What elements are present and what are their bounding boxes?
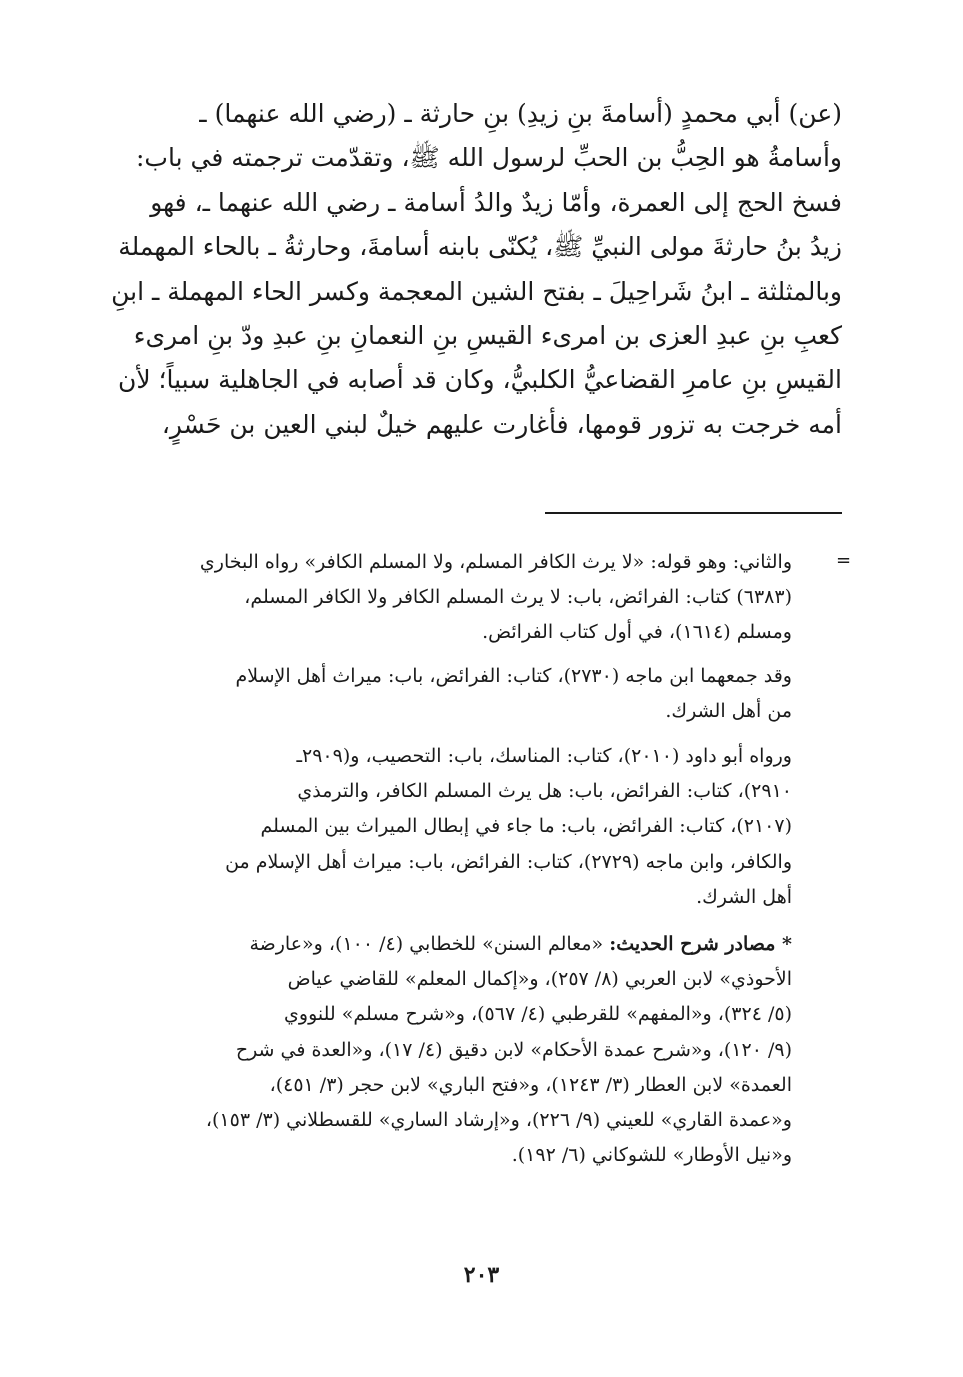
footnote-line: (٩/ ١٢٠)، و«شرح عمدة الأحكام» لابن دقيق (٤/ ١٧)، و«العدة في شرح [235,1038,792,1061]
footnote-line: ومسلم (١٦١٤)، في أول كتاب الفرائض. [482,621,792,644]
footnote-line: ٢٩١٠)، كتاب: الفرائض، باب: هل يرث المسلم الكافر، والترمذي [297,780,792,803]
footnote-line: ورواه أبو داود (٢٠١٠)، كتاب: المناسك، باب: التحصيب، و(٢٩٠٩ـ [296,745,792,768]
footnote-line: والثاني: وهو قوله: «لا يرث الكافر المسلم، ولا المسلم الكافر» رواه البخاري [199,551,792,573]
footnote-line [126,927,792,962]
footnote-line: وقد جمعهما ابن ماجه (٢٧٣٠)، كتاب: الفرائض، باب: ميراث أهل الإسلام [235,664,792,687]
main-line: أمه خرجت به تزور قومها، فأغارت عليهم خيلٌ لبني العين بن حَسْرٍ، [161,409,842,439]
footnote-line: أهل الشرك. [696,885,792,908]
main-line: وأسامةُ هو الحِبُّ بن الحبِّ لرسول الله ﷺ، وتقدّمت ترجمته في باب: [136,143,842,173]
main-line: كعبِ بنِ عبدِ العزى بن امرىء القيسِ بنِ النعمانِ بنِ عبدِ ودّ بنِ امرىء [133,321,842,351]
main-line: (عن) أبي محمدٍ (أسامةَ بنِ زيدِ) بنِ حارثة ـ (رضي الله عنهما) ـ [199,99,842,128]
footnote-line: و«عمدة القاري» للعيني (٩/ ٢٢٦)، و«إرشاد الساري» للقسطلاني (٣/ ١٥٣)، [205,1109,792,1132]
footnote-paragraph [126,545,792,651]
footnote-separator [545,512,842,514]
main-line: زيدُ بنُ حارثةَ مولى النبيِّ ﷺ، يُكنّى بابنه أسامةَ، وحارثةُ ـ بالحاء المهملة [118,232,842,262]
main-body-text [111,92,842,447]
footnote-paragraph [126,739,792,915]
footnote-line: من أهل الشرك. [665,699,792,722]
footnote-line: العمدة» لابن العطار (٣/ ١٢٤٣)، و«فتح الباري» لابن حجر (٣/ ٤٥١)، [269,1073,792,1096]
footnote-line: والكافر، وابن ماجه (٢٧٢٩)، كتاب: الفرائض، باب: ميراث أهل الإسلام من [225,850,792,873]
footnote-line: و«نيل الأوطار» للشوكاني (٦/ ١٩٢). [511,1144,792,1167]
footnote-line: (٢١٠٧)، كتاب: الفرائض، باب: ما جاء في إبطال الميراث بين المسلم [260,815,792,838]
footnote-line: الأحوذي» لابن العربي (٨/ ٢٥٧)، و«إكمال المعلم» للقاضي عياض [287,968,792,991]
page-number: ٢٠٣ [463,1262,500,1288]
main-line: القيسِ بنِ عامرِ القضاعيُّ الكلبيُّ، وكان قد أصابه في الجاهلية سبياً؛ لأن [117,365,842,395]
footnote-line: (٦٣٨٣) كتاب: الفرائض، باب: لا يرث المسلم الكافر ولا الكافر المسلم، [244,586,792,609]
footnote-paragraph [126,659,792,729]
footnotes [126,545,792,1183]
sources-heading: * مصادر شرح الحديث: [609,933,792,956]
footnote-paragraph [126,927,792,1173]
main-line: فسخ الحج إلى العمرة، وأمّا زيدٌ والدُ أسامة ـ رضي الله عنهما ـ، فهو [150,187,842,217]
footnote-line-text: «معالم السنن» للخطابي (٤/ ١٠٠)، و«عارضة [249,933,604,956]
main-line: وبالمثلثة ـ ابنُ شَراحِيلَ ـ بفتح الشين المعجمة وكسر الحاء المهملة ـ ابنِ [111,276,842,306]
footnote-line: (٥/ ٣٢٤)، و«المفهم» للقرطبي (٤/ ٥٦٧)، و«شرح مسلم» للنووي [284,1003,792,1026]
footnote-continuation-mark: = [836,550,852,571]
